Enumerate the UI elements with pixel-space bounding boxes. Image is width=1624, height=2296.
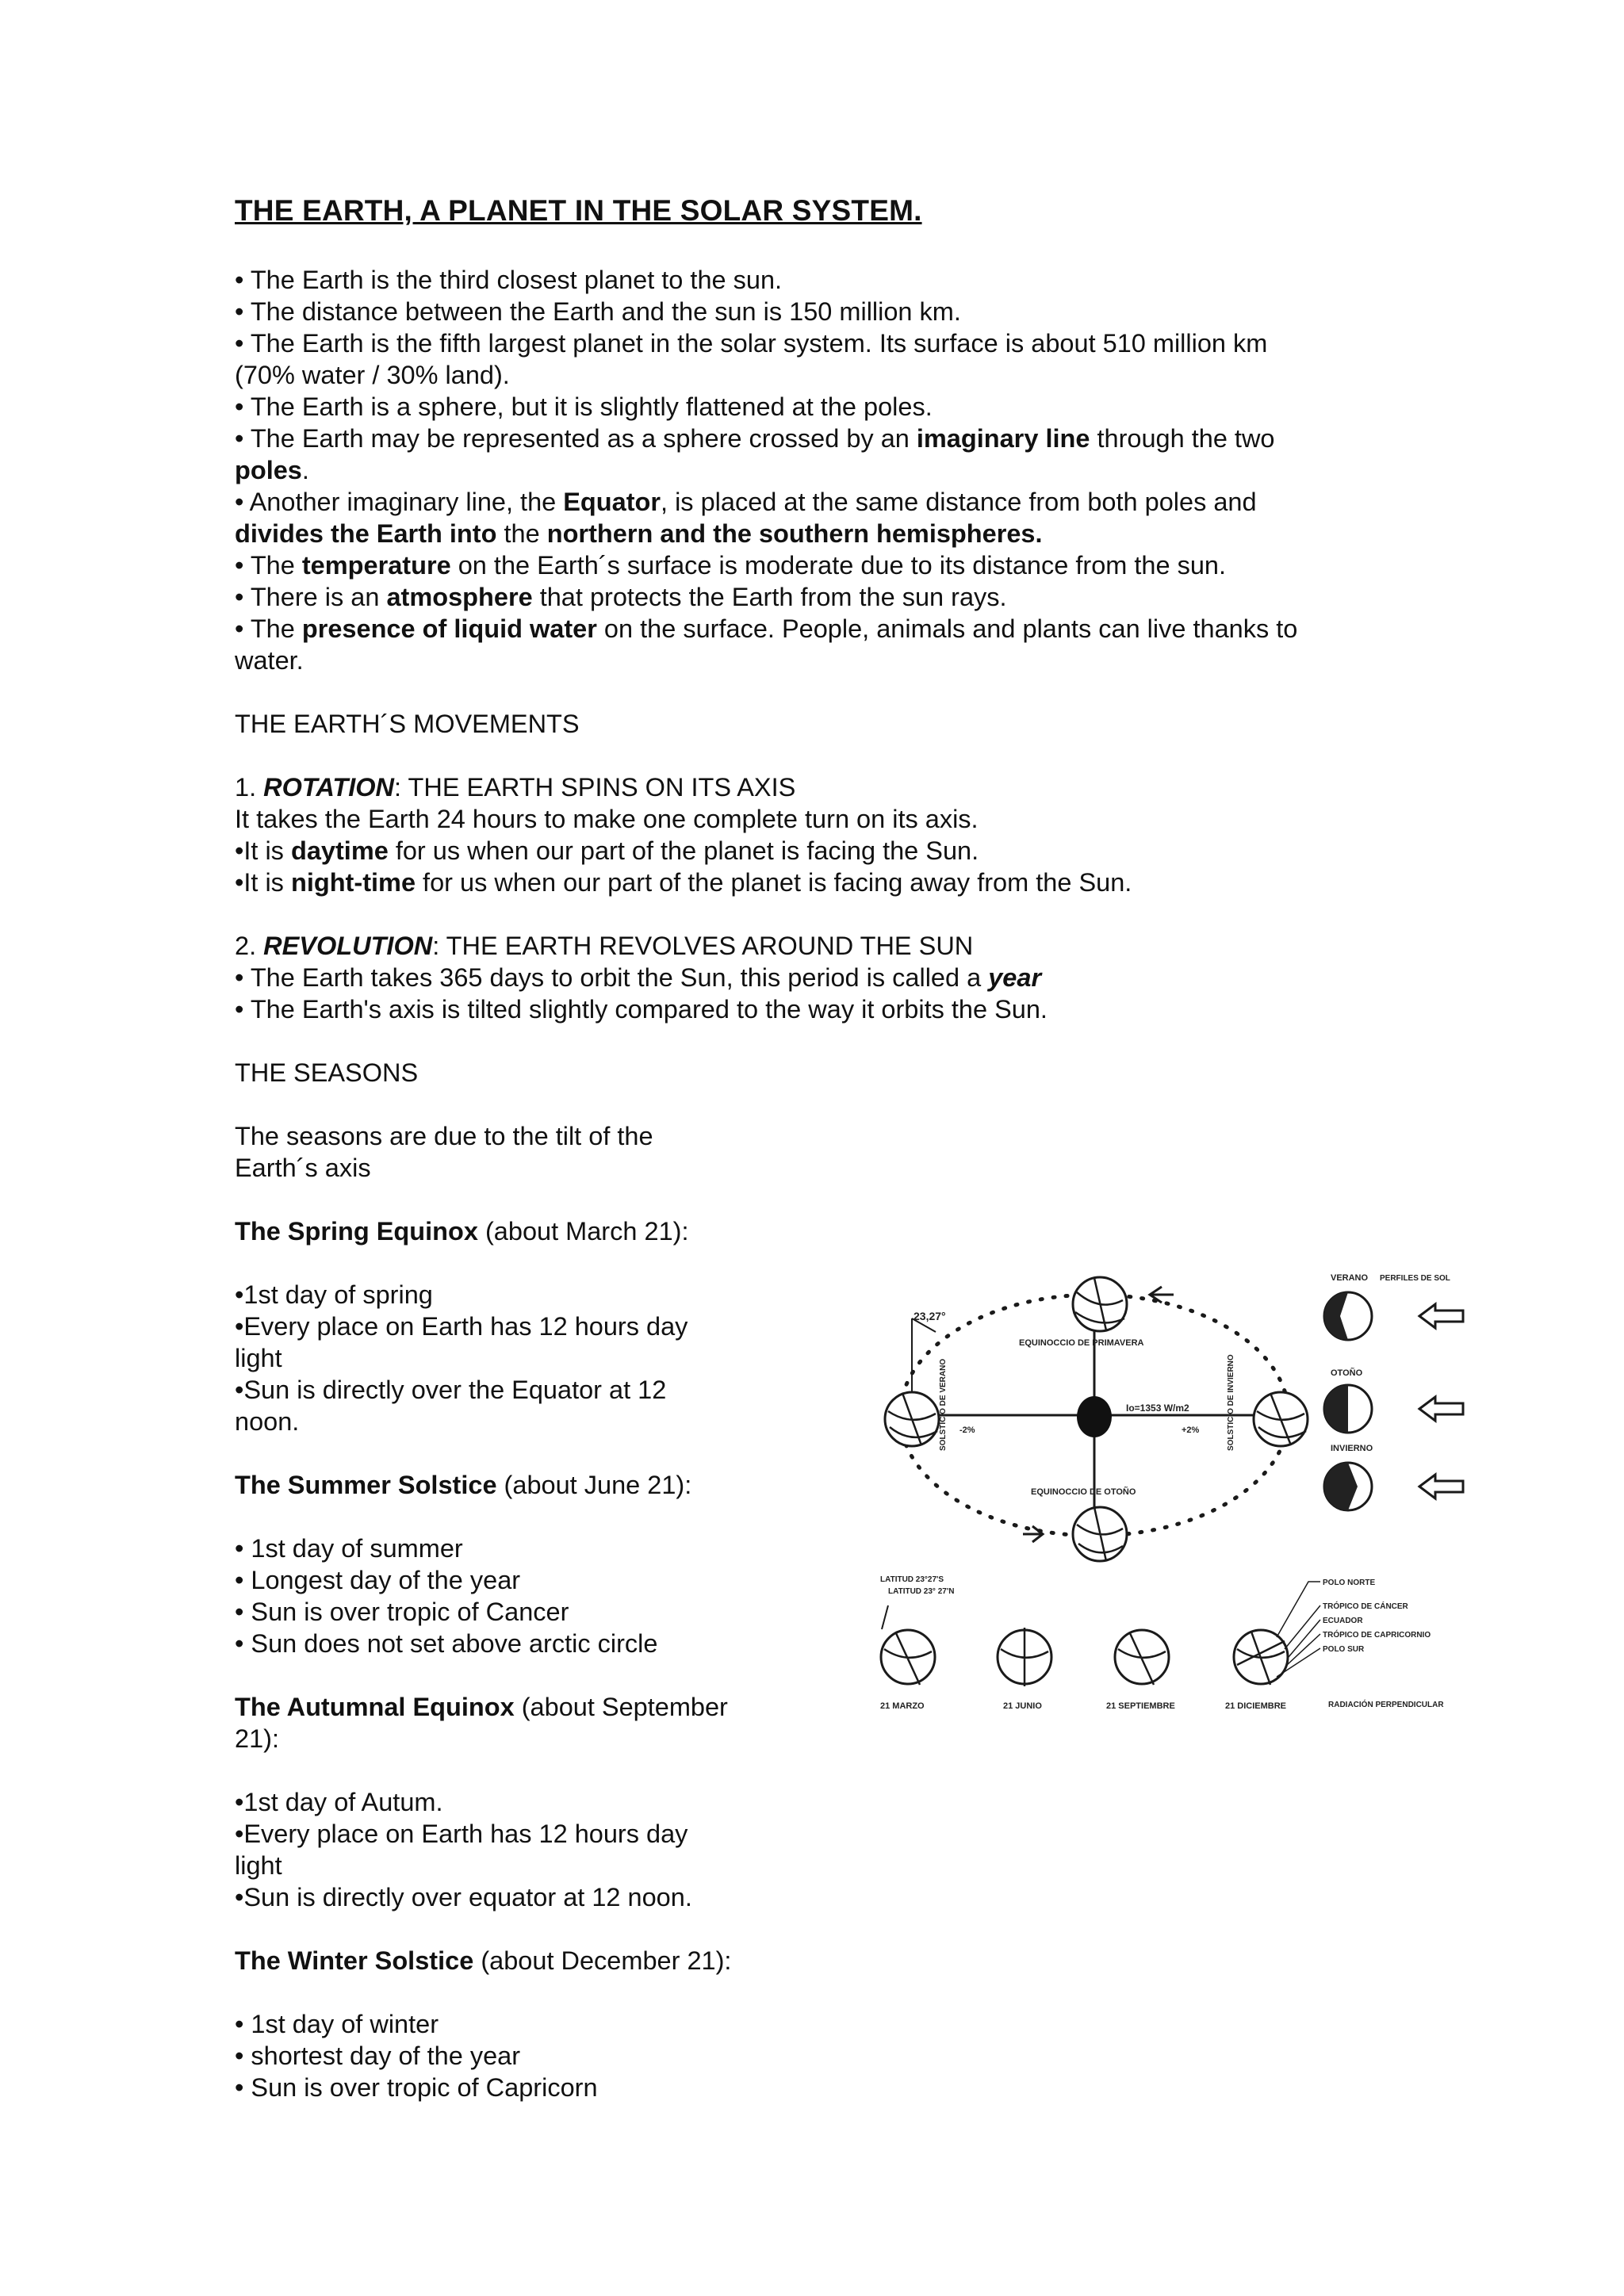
bold-text: northern and the southern hemispheres. bbox=[546, 519, 1043, 548]
intro-bullet-6 bbox=[235, 486, 1257, 518]
text-span: the bbox=[496, 519, 547, 548]
spring-line-3: light bbox=[235, 1344, 282, 1372]
spring-line-5: noon. bbox=[235, 1407, 300, 1436]
text-span: through the two bbox=[1090, 424, 1275, 453]
date-september-label: 21 SEPTIEMBRE bbox=[1106, 1701, 1175, 1711]
revolution-heading bbox=[235, 930, 973, 962]
summer-line-3: • Sun is over tropic of Cancer bbox=[235, 1598, 569, 1626]
latitude-north-label: LATITUD 23° 27'N bbox=[888, 1587, 955, 1596]
intro-bullet-5-cont bbox=[235, 454, 309, 486]
summer-line-2: • Longest day of the year bbox=[235, 1566, 521, 1594]
spring-line-4: •Sun is directly over the Equator at 12 bbox=[235, 1376, 667, 1404]
bold-text: The Winter Solstice bbox=[235, 1946, 474, 1975]
rotation-name: ROTATION bbox=[263, 773, 395, 802]
summer-line-4: • Sun does not set above arctic circle bbox=[235, 1629, 658, 1658]
sunray-arrow-icon bbox=[1419, 1475, 1463, 1498]
tropico-capricornio-label: TRÓPICO DE CAPRICORNIO bbox=[1323, 1631, 1431, 1640]
bold-text: poles bbox=[235, 456, 302, 484]
winter-line-3: • Sun is over tropic of Capricorn bbox=[235, 2073, 598, 2102]
movements-heading: THE EARTH´S MOVEMENTS bbox=[235, 710, 580, 738]
rotation-daytime bbox=[235, 835, 979, 867]
angle-label: 23,27° bbox=[914, 1310, 946, 1322]
text-span: , is placed at the same distance from both poles and bbox=[661, 488, 1257, 516]
intro-bullet-3: • The Earth is the fifth largest planet in the solar system. Its surface is about 510 million km bbox=[235, 329, 1268, 358]
text-span: on the surface. People, animals and plants can live thanks to bbox=[596, 614, 1298, 643]
percent-left-label: -2% bbox=[959, 1425, 975, 1435]
orbit-diagram-svg bbox=[864, 1257, 1483, 1732]
rotation-nighttime bbox=[235, 867, 1132, 898]
rotation-heading bbox=[235, 771, 795, 803]
sun-icon bbox=[1077, 1396, 1112, 1437]
summer-line-1: • 1st day of summer bbox=[235, 1534, 463, 1563]
text-span: : THE EARTH REVOLVES AROUND THE SUN bbox=[432, 932, 974, 960]
solstice-summer-label: SOLSTICIO DE VERANO bbox=[939, 1358, 948, 1451]
autumn-title bbox=[235, 1691, 728, 1723]
bold-text: The Summer Solstice bbox=[235, 1471, 497, 1499]
spring-title bbox=[235, 1215, 689, 1247]
text-span: (about December 21): bbox=[473, 1946, 732, 1975]
autumn-line-1: •1st day of Autum. bbox=[235, 1788, 443, 1816]
year-term: year bbox=[988, 963, 1042, 992]
solstice-winter-label: SOLSTICIO DE INVIERNO bbox=[1227, 1354, 1235, 1451]
seasons-intro-2: Earth´s axis bbox=[235, 1154, 371, 1182]
invierno-label: INVIERNO bbox=[1331, 1444, 1373, 1453]
text-span: • The Earth may be represented as a sphere crossed by an bbox=[235, 424, 917, 453]
text-span: • The bbox=[235, 551, 302, 580]
text-span: •It is bbox=[235, 836, 291, 865]
autumn-line-3: light bbox=[235, 1851, 282, 1880]
sunray-arrow-icon bbox=[1419, 1397, 1463, 1421]
seasons-orbit-diagram bbox=[864, 1257, 1483, 1732]
bold-text: The Autumnal Equinox bbox=[235, 1693, 515, 1721]
bold-text: divides the Earth into bbox=[235, 519, 497, 548]
text-span: • Another imaginary line, the bbox=[235, 488, 564, 516]
sunray-arrow-icon bbox=[1419, 1304, 1463, 1328]
autumn-line-2: •Every place on Earth has 12 hours day bbox=[235, 1820, 688, 1848]
text-span: •It is bbox=[235, 868, 291, 897]
date-march-label: 21 MARZO bbox=[880, 1701, 925, 1711]
irradiance-label: Io=1353 W/m2 bbox=[1126, 1402, 1189, 1414]
text-span: that protects the Earth from the sun rays. bbox=[532, 583, 1007, 611]
bold-text: Equator bbox=[563, 488, 661, 516]
intro-bullet-5 bbox=[235, 423, 1275, 454]
bold-text: atmosphere bbox=[386, 583, 533, 611]
bold-text: night-time bbox=[290, 868, 416, 897]
text-span: : THE EARTH SPINS ON ITS AXIS bbox=[394, 773, 796, 802]
ecuador-label: ECUADOR bbox=[1323, 1617, 1363, 1625]
revolution-line-1 bbox=[235, 962, 1041, 993]
winter-line-1: • 1st day of winter bbox=[235, 2010, 439, 2038]
spring-line-2: •Every place on Earth has 12 hours day bbox=[235, 1312, 688, 1341]
winter-line-2: • shortest day of the year bbox=[235, 2042, 521, 2070]
bold-text: temperature bbox=[301, 551, 451, 580]
radiacion-label: RADIACIÓN PERPENDICULAR bbox=[1328, 1701, 1444, 1709]
intro-bullet-9 bbox=[235, 613, 1297, 645]
text-span: for us when our part of the planet is facing away from the Sun. bbox=[416, 868, 1132, 897]
intro-bullet-2: • The distance between the Earth and the sun is 150 million km. bbox=[235, 297, 961, 326]
bold-text: imaginary line bbox=[916, 424, 1090, 453]
date-june-label: 21 JUNIO bbox=[1003, 1701, 1042, 1711]
tilt-angle-icon bbox=[912, 1318, 936, 1391]
bold-text: presence of liquid water bbox=[301, 614, 597, 643]
percent-right-label: +2% bbox=[1182, 1425, 1200, 1435]
intro-bullet-8 bbox=[235, 581, 1007, 613]
otono-label: OTOÑO bbox=[1331, 1368, 1363, 1378]
summer-title bbox=[235, 1469, 691, 1501]
intro-bullet-1: • The Earth is the third closest planet to the sun. bbox=[235, 266, 783, 294]
verano-label: VERANO bbox=[1331, 1273, 1369, 1283]
bold-text: The Spring Equinox bbox=[235, 1217, 478, 1246]
intro-bullet-4: • The Earth is a sphere, but it is slightly flattened at the poles. bbox=[235, 392, 933, 421]
autumn-line-4: •Sun is directly over equator at 12 noon. bbox=[235, 1883, 692, 1911]
polo-norte-label: POLO NORTE bbox=[1323, 1578, 1376, 1587]
equinox-spring-label: EQUINOCCIO DE PRIMAVERA bbox=[1019, 1338, 1144, 1348]
spring-line-1: •1st day of spring bbox=[235, 1280, 433, 1309]
text-span: • The bbox=[235, 614, 302, 643]
rotation-line-1: It takes the Earth 24 hours to make one complete turn on its axis. bbox=[235, 805, 979, 833]
polo-sur-label: POLO SUR bbox=[1323, 1645, 1365, 1654]
equinox-autumn-label: EQUINOCCIO DE OTOÑO bbox=[1031, 1487, 1136, 1497]
autumn-title-cont: 21): bbox=[235, 1724, 280, 1753]
intro-bullet-6-cont bbox=[235, 518, 1043, 549]
text-span: • The Earth takes 365 days to orbit the Sun, this period is called a bbox=[235, 963, 989, 992]
text-span: (about March 21): bbox=[477, 1217, 689, 1246]
latitude-south-label: LATITUD 23°27'S bbox=[880, 1575, 944, 1584]
text-span: 1. bbox=[235, 773, 264, 802]
revolution-line-2: • The Earth's axis is tilted slightly compared to the way it orbits the Sun. bbox=[235, 995, 1048, 1024]
winter-title bbox=[235, 1945, 731, 1976]
revolution-name: REVOLUTION bbox=[263, 932, 433, 960]
text-span: . bbox=[301, 456, 309, 484]
intro-bullet-7 bbox=[235, 549, 1226, 581]
tropico-cancer-label: TRÓPICO DE CÁNCER bbox=[1323, 1602, 1408, 1611]
text-span: 2. bbox=[235, 932, 264, 960]
intro-bullet-9-cont: water. bbox=[235, 646, 304, 675]
seasons-heading: THE SEASONS bbox=[235, 1058, 419, 1087]
intro-bullet-3-cont: (70% water / 30% land). bbox=[235, 361, 510, 389]
date-december-label: 21 DICIEMBRE bbox=[1225, 1701, 1287, 1711]
sun-rays-label: PERFILES DE SOL bbox=[1380, 1274, 1450, 1283]
page-title: THE EARTH, A PLANET IN THE SOLAR SYSTEM. bbox=[235, 194, 922, 227]
bold-text: daytime bbox=[290, 836, 389, 865]
seasons-intro-1: The seasons are due to the tilt of the bbox=[235, 1122, 653, 1150]
text-span: on the Earth´s surface is moderate due to its distance from the sun. bbox=[450, 551, 1227, 580]
text-span: (about September bbox=[514, 1693, 728, 1721]
text-span: • There is an bbox=[235, 583, 387, 611]
text-span: (about June 21): bbox=[496, 1471, 692, 1499]
text-span: for us when our part of the planet is facing the Sun. bbox=[388, 836, 979, 865]
